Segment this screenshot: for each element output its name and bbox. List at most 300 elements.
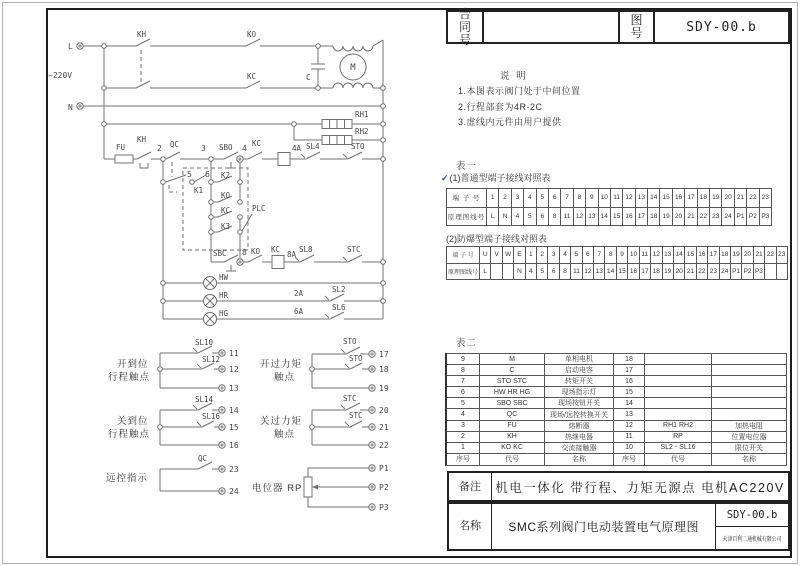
ko-label: KO [247,30,257,39]
close-torque-label-1: 关过力矩 [260,416,303,427]
table-cell: 6 [537,208,549,226]
parts-cell [645,376,712,386]
open-travel-label-2: 行程触点 [108,372,151,383]
table-cell: 5 [571,247,582,263]
table-cell: N [499,208,511,226]
kh-label: KH [137,30,147,39]
table-cell: 11 [561,208,573,226]
kc-coil-label: KC [271,245,281,254]
name-label: 名称 [449,504,492,549]
parts-cell: 熔断器 [545,421,614,431]
plc-label: PLC [252,204,266,213]
table-cell: 12 [623,189,635,207]
table-cell: 14 [605,264,616,280]
node3-label: 3 [201,144,206,153]
wire-8a-label: 8A [287,250,297,259]
table-cell: 2 [537,247,548,263]
table-cell: 19 [731,247,742,263]
table-cell [765,264,776,280]
table-cell: 17 [636,208,648,226]
table-cell: P2 [742,264,753,280]
resistor-rh2 [322,136,352,145]
parts-row [447,376,786,387]
contract-no-value [484,10,620,44]
table-cell: 19 [660,208,672,226]
close-travel-label-2: 行程触点 [108,429,151,440]
kc-interlock-label: KC [252,139,262,148]
k3-label: K3 [221,222,231,231]
table-cell: 16 [697,247,708,263]
wire-2a-label: 2A [294,289,304,298]
footer-cell: 代号 [645,454,712,465]
table-cell: 11 [571,264,582,280]
sl2-label: SL2 [332,285,346,294]
table-cell: 20 [674,264,685,280]
table-cell: 13 [663,247,674,263]
parts-cell [712,376,786,386]
title-header [446,6,790,47]
parts-cell: FU [480,421,545,431]
parts-cell: 7 [447,376,480,386]
parts-cell: 限位开关 [735,444,763,452]
parts-cell: HW HR HG [480,387,545,397]
parts-cell: 2 [447,432,480,442]
qc-label: QC [170,140,180,149]
table-cell: 12 [651,247,662,263]
table-cell: 17 [640,264,651,280]
table-cell: P3 [754,264,765,280]
parts-table [445,353,787,466]
remark-block [447,471,790,502]
table-row [447,189,771,207]
stc20-label: STC [343,394,357,403]
terminal-cells [487,189,771,207]
terminal-14-label: 14 [229,406,239,415]
table-cell: 14 [648,189,660,207]
drawing-title: SMC系列阀门电动装置电气原理图 [492,504,716,549]
table-cell: 23 [761,194,769,202]
table-cell: 16 [673,189,685,207]
table-cell: N [514,264,525,280]
table1-subtitle [441,171,551,184]
terminal-cells [480,247,787,263]
table-row [447,247,787,263]
parts-cell: 12 [614,421,645,431]
table-cell: 24 [722,208,734,226]
table-cell: 21 [754,247,765,263]
node2-label: 2 [157,144,162,153]
sl6-label: SL6 [332,303,346,312]
parts-row [447,409,786,420]
parts-cell [712,354,786,364]
table-cell: 10 [599,189,611,207]
parts-cell: 8 [447,365,480,375]
drawing-no-label: 图号 [620,10,655,44]
kc-label: KC [247,72,257,81]
table-cell: V [491,247,502,263]
name-block-right [716,504,788,549]
terminal-21-label: 21 [379,423,389,432]
table-cell: 17 [685,189,697,207]
table-cell: 17 [708,247,719,263]
parts-cell [712,387,786,397]
qc-bracket [169,185,177,192]
ko-interlock-label: KO [251,247,261,256]
rh2-label: RH2 [355,127,369,136]
table-cell: P2 [747,208,759,226]
parts-cell: RH1 RH2 [645,421,712,431]
table2-label: 表二 [456,338,478,349]
parts-cell [712,365,786,375]
parts-cell [645,354,712,364]
parts-cell: 10 [614,443,645,453]
parts-cell: 4 [447,409,480,419]
parts-cell: RP [645,432,712,442]
parts-cell: 3 [447,421,480,431]
table-cell: W [503,247,514,263]
table-cell: 7 [594,247,605,263]
parts-row [447,365,786,376]
table-cell: 16 [628,264,639,280]
table-cell: 20 [742,247,753,263]
table-cell: 18 [720,247,731,263]
table-cell: 11 [640,247,651,263]
note-item: 1.本图表示阀门处于中间位置 [458,86,581,96]
table-cell: 20 [722,189,734,207]
table-cell [777,264,787,280]
row-header: 原理图线号 [447,264,480,280]
table-cell: 22 [698,208,710,226]
table-cell: 8 [574,189,586,207]
parts-cell: C [480,365,545,375]
sl10-label: SL10 [195,338,214,347]
remote-label: 远控指示 [106,473,149,484]
terminal-18-label: 18 [379,365,389,374]
terminal-table-explosion-proof [446,246,788,280]
terminal-15-label: 15 [229,423,239,432]
parts-cell: 现场指示灯 [545,387,614,397]
table-cell: 14 [599,208,611,226]
capacitor-label: C [306,73,311,82]
stc21-label: STC [349,411,363,420]
qc-remote-label: QC [198,454,208,463]
parts-cell: 6 [447,387,480,397]
table-cell: 19 [710,189,722,207]
table-cell: U [480,247,491,263]
sbo-label: SBO [219,143,233,152]
table-cell: 24 [720,264,731,280]
parts-cell: 交流接触器 [545,443,614,453]
parts-cell: KH [480,432,545,442]
parts-cell: 现场按钮开关 [545,398,614,408]
table-cell: 1 [487,189,499,207]
table-cell: 13 [586,208,598,226]
parts-cell [645,409,712,419]
table-cell: 2 [499,189,511,207]
table-cell: 19 [663,264,674,280]
table-cell: 15 [660,189,672,207]
parts-cell: 转矩开关 [545,376,614,386]
parts-cell [712,398,786,408]
footer-cell: 代号 [480,454,545,465]
row-header: 原理图线号 [447,208,487,226]
potentiometer-label: 电位器 RP [252,483,303,494]
table-cell: 22 [765,247,776,263]
terminal-l-label: L [68,42,73,51]
parts-cell: 17 [614,365,645,375]
k2-label: K2 [221,171,231,180]
parts-cell: QC [480,409,545,419]
close-travel-label-1: 关到位 [117,416,149,427]
circuit-components [115,54,366,497]
terminal-n-label: N [68,103,73,112]
table-cell: 5 [537,264,548,280]
table-cell: 3 [512,189,524,207]
table-cell: 21 [735,189,747,207]
terminal-24-label: 24 [229,487,239,496]
node8-label: 8 [242,248,247,257]
footer-cell: 名称 [545,454,614,465]
parts-cell: 15 [614,387,645,397]
sto17-label: STO [343,337,357,346]
table-cell: 5 [537,189,549,207]
potentiometer-rp [304,477,312,497]
parts-row [447,443,786,454]
parts-row [447,432,786,443]
terminal-22-label: 22 [379,441,389,450]
table-cell: E [514,247,525,263]
sl14-label: SL14 [195,395,214,404]
coil-kc [272,256,284,269]
parts-cell: 16 [614,376,645,386]
terminal-19-label: 19 [379,384,389,393]
notes-list [458,84,788,131]
table-cell: 13 [594,264,605,280]
footer-cell: 序号 [447,454,480,465]
resistor-rh1 [322,120,352,129]
table-ex-subtitle: (2)防爆型端子接线对照表 [446,234,548,244]
table-cell [491,264,502,280]
contract-no-label: 合同号 [446,10,484,44]
terminal-23-label: 23 [229,465,239,474]
company-name-text: 天津百利二通机械有限公司 [722,536,782,543]
footer-cell: 名称 [742,456,756,464]
sbc-label: SBC [213,249,227,258]
table-cell: 18 [651,264,662,280]
table-cell: 14 [674,247,685,263]
circuit-labels [48,30,389,512]
sto-label: STO [351,142,365,151]
open-torque-label-2: 触点 [274,372,296,383]
open-travel-label-1: 开到位 [117,359,149,370]
company-name [716,527,788,549]
table-cell: 22 [747,189,759,207]
table-cell: 15 [685,247,696,263]
terminal-13-label: 13 [229,384,239,393]
rh1-label: RH1 [355,110,369,119]
parts-row [447,421,786,432]
table-cell: 22 [697,264,708,280]
k1-label: K1 [194,186,204,195]
terminal-17-label: 17 [379,350,389,359]
parts-cell: KO KC [480,443,545,453]
terminal-11-label: 11 [229,349,239,358]
table-cell: 13 [636,189,648,207]
table-row [447,207,771,226]
wire-cells [480,264,787,280]
parts-cell: 9 [447,354,480,364]
kc-hold-label: KC [221,206,231,215]
sto18-label: STO [349,354,363,363]
close-torque-label-2: 触点 [274,429,296,440]
table-cell: 4 [526,264,537,280]
fuse-fu [115,155,133,163]
terminal-p2-label: P2 [379,483,389,492]
table-row [447,263,787,280]
parts-cell: M [480,354,545,364]
hw-label: HW [219,273,229,282]
ko-hold-label: KO [221,191,231,200]
table-cell: 4 [524,189,536,207]
table-cell: 16 [623,208,635,226]
table-cell: 23 [778,251,786,259]
table-cell: 4 [512,208,524,226]
table1-label: 表一 [456,161,478,172]
table-cell: 4 [560,247,571,263]
kh2-label: KH [137,135,147,144]
parts-cell: 现场/远控转换开关 [545,409,614,419]
parts-cell: STO STC [480,376,545,386]
table-cell: 23 [710,208,722,226]
table-cell: 6 [549,189,561,207]
table-cell: 15 [617,264,628,280]
parts-cell: 18 [614,354,645,364]
table-cell: 21 [685,208,697,226]
check-mark: ✓ [441,173,449,183]
parts-row [447,387,786,398]
lamp-hg [204,313,217,326]
table-cell: 12 [574,208,586,226]
fu-label: FU [116,143,126,152]
hg-label: HG [219,309,229,318]
table-cell: 23 [708,264,719,280]
motor-label: M [350,63,356,73]
node6-label: 6 [205,170,210,179]
name-block [447,502,790,551]
wire-cells [487,208,771,226]
table-cell: 21 [685,264,696,280]
lamp-hr [204,295,217,308]
table-cell: 3 [548,247,559,263]
open-torque-label-1: 开过力矩 [260,359,303,370]
table-cell: 8 [560,264,571,280]
parts-cell: 启动电容 [545,365,614,375]
table-cell: L [487,208,499,226]
parts-cell: 单相电机 [545,354,614,364]
table-cell: 20 [673,208,685,226]
parts-cell: 11 [614,432,645,442]
table-cell: 8 [605,247,616,263]
parts-row [447,354,786,365]
sl12-label: SL12 [202,355,221,364]
table-cell: P1 [731,264,742,280]
note-item: 2.行程部套为4R-2C [458,101,543,112]
parts-cell: 加热电阻 [735,422,763,430]
parts-cell: 位置电位器 [731,433,767,441]
parts-cell [712,409,786,419]
sl16-label: SL16 [202,412,221,421]
parts-cell: 13 [614,409,645,419]
parts-rows [447,354,786,454]
table-cell: 9 [617,247,628,263]
note-item: 3.虚线内元件由用户提供 [458,117,562,127]
drawing-no-value: SDY-00.b [655,10,790,44]
lamp-hw [204,277,217,290]
parts-cell: SBO SBC [480,398,545,408]
drawing-number: SDY-00.b [716,504,788,527]
table-cell: 1 [526,247,537,263]
parts-cell [645,398,712,408]
table-cell: 18 [698,189,710,207]
terminal-p1-label: P1 [379,464,389,473]
terminal-table-normal [446,188,772,226]
table1-subtitle-text: (1)普通型端子接线对照表 [449,173,551,183]
table-cell: P1 [735,208,747,226]
parts-cell: 5 [447,398,480,408]
table-cell: 18 [648,208,660,226]
parts-footer-row [447,454,786,465]
parts-cell: SL2 - SL16 [645,443,712,453]
parts-cell [645,365,712,375]
table-cell: 11 [611,189,623,207]
coil-ko [278,153,290,166]
terminal-12-label: 12 [229,365,239,374]
table-cell: 7 [561,189,573,207]
voltage-label: ~220V [48,71,73,80]
row-header: 端 子 号 [447,247,480,263]
table-cell: P3 [761,212,770,220]
parts-cell: 14 [614,398,645,408]
remark-text: 机电一体化 带行程、力矩无源点 电机AC220V [495,480,785,495]
table-cell: 9 [586,189,598,207]
row-header: 端 子 号 [447,189,487,207]
parts-cell: 1 [447,443,480,453]
terminal-p3-label: P3 [379,503,389,512]
parts-cell: 热继电器 [545,432,614,442]
hr-label: HR [219,291,229,300]
table-cell: 6 [548,264,559,280]
table-cell: 8 [549,208,561,226]
wire-6a-label: 6A [294,307,304,316]
parts-row [447,398,786,409]
table-cell: 12 [583,264,594,280]
stc-label: STC [347,245,361,254]
table-cell: 15 [611,208,623,226]
node4-label: 4 [242,144,247,153]
wire-4a-label: 4A [292,144,302,153]
sl4-label: SL4 [306,142,320,151]
notes-heading: 说 明 [500,71,528,82]
node5-label: 5 [187,170,192,179]
table-cell [503,264,514,280]
terminal-16-label: 16 [229,441,239,450]
footer-cell: 序号 [614,454,645,465]
table-cell: 5 [524,208,536,226]
table-cell: 6 [583,247,594,263]
table-cell: L [480,264,491,280]
parts-cell [645,387,712,397]
table-cell: 10 [628,247,639,263]
